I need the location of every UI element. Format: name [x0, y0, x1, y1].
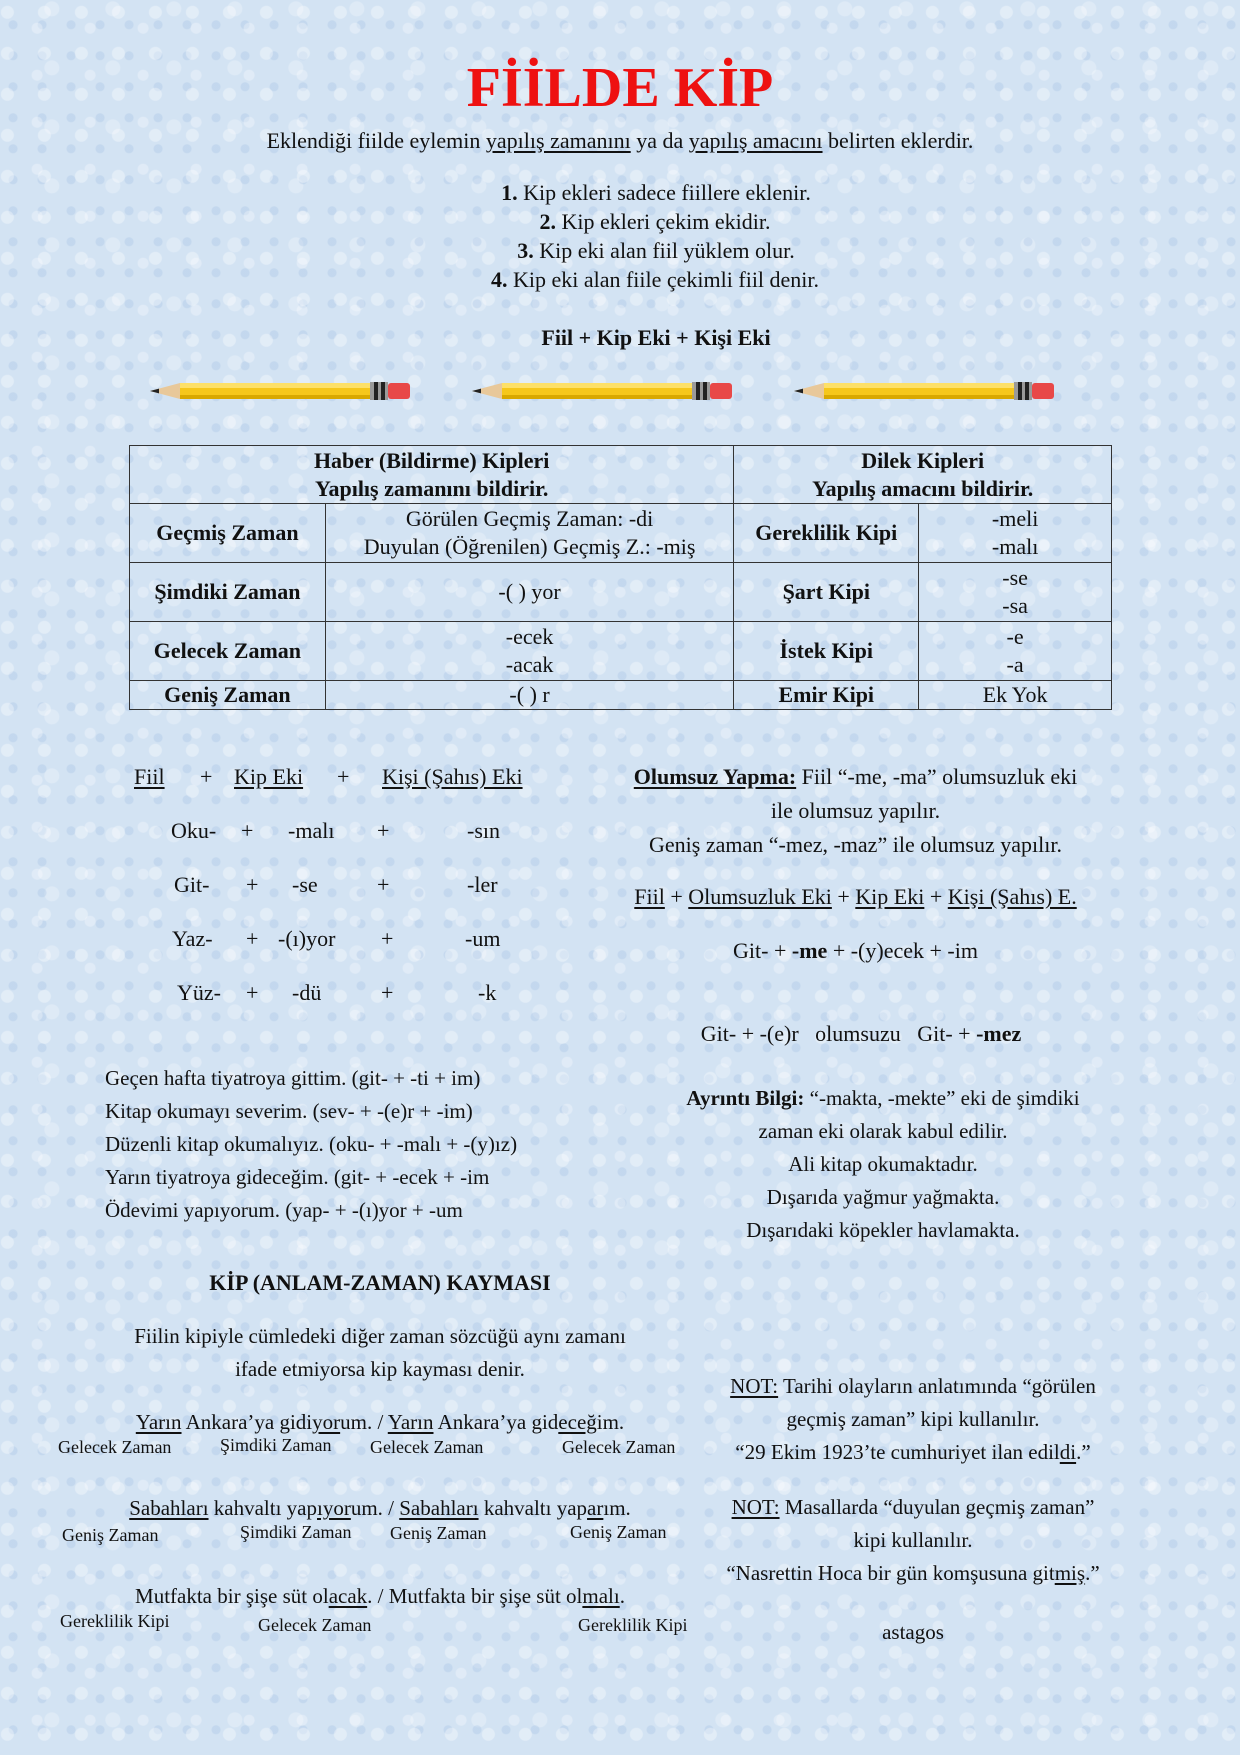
table-cell: Ek Yok — [919, 681, 1112, 710]
kip-table — [129, 445, 1112, 710]
tense-labels: Geniş Zaman Şimdiki Zaman Geniş Zaman Geniş Zaman — [62, 1522, 667, 1545]
table-cell: -se -sa — [919, 563, 1112, 622]
table-cell: Emir Kipi — [734, 681, 919, 710]
definition-underline-time: yapılış zamanını — [485, 128, 631, 153]
rule-item: 1. Kip ekleri sadece fiillere eklenir. — [501, 180, 811, 205]
negative-example: Git- + -me + -(y)ecek + -im — [733, 938, 978, 963]
list-item: Ödevimi yapıyorum. (yap- + -(ı)yor + -um — [105, 1198, 463, 1222]
structure-row: Yüz- + -dü + -k — [177, 980, 497, 1005]
table-row — [130, 622, 1112, 681]
pencil-icon — [794, 380, 1056, 402]
definition: Eklendiği fiilde eylemin yapılış zamanını ya da yapılış amacını belirten eklerdir. — [266, 128, 974, 153]
list-item: Düzenli kitap okumalıyız. (oku- + -malı + -(y)ız) — [105, 1132, 518, 1156]
structure-row: Oku- + -malı + -sın — [171, 818, 500, 843]
table-cell: -ecek -acak — [325, 622, 734, 681]
tense-labels: Gereklilik Kipi Gelecek Zaman Gereklilik Kipi — [60, 1611, 688, 1635]
table-cell: Gereklilik Kipi — [734, 504, 919, 563]
note-block: NOT: Tarihi olayların anlatımında “görülen geçmiş zaman” kipi kullanılır. “29 Ekim 1923’te cumhuriyet ilan edildi.” — [730, 1374, 1096, 1464]
rule-item: 3. Kip eki alan fiil yüklem olur. — [517, 238, 795, 263]
haber-header: Haber (Bildirme) Kipleri Yapılış zamanını bildirir. — [130, 446, 734, 504]
dilek-header: Dilek Kipleri Yapılış amacını bildirir. — [734, 446, 1112, 504]
table-cell: Gelecek Zaman — [130, 622, 326, 681]
table-row — [130, 681, 1112, 710]
table-cell: Şart Kipi — [734, 563, 919, 622]
structure-row: Git- + -se + -ler — [174, 872, 498, 897]
table-cell: -( ) r — [325, 681, 734, 710]
shift-sentence: Mutfakta bir şişe süt olacak. / Mutfakta bir şişe süt olmalı. — [135, 1584, 625, 1608]
tense-labels: Gelecek Zaman Şimdiki Zaman Gelecek Zaman Gelecek Zaman — [58, 1435, 676, 1457]
list-item: Yarın tiyatroya gideceğim. (git- + -ecek + -im — [105, 1165, 490, 1189]
table-row — [130, 504, 1112, 563]
negative-block: Olumsuz Yapma: Fiil “-me, -ma” olumsuzluk eki ile olumsuz yapılır. Geniş zaman “-mez, -maz” ile olumsuz yapılır. — [633, 764, 1078, 857]
structure-header: Fiil + Kip Eki + Kişi (Şahıs) Eki — [134, 764, 523, 789]
pencil-icon — [472, 380, 734, 402]
table-cell: Şimdiki Zaman — [130, 563, 326, 622]
section-title: KİP (ANLAM-ZAMAN) KAYMASI — [209, 1270, 551, 1295]
table-cell: İstek Kipi — [734, 622, 919, 681]
definition-underline-purpose: yapılış amacını — [688, 128, 823, 153]
page-title: FİİLDE KİP — [466, 57, 774, 119]
rules-list — [0, 178, 1240, 207]
list-item: Kitap okumayı severim. (sev- + -(e)r + -im) — [105, 1099, 473, 1123]
detail-block: Ayrıntı Bilgi: “-makta, -mekte” eki de şimdiki zaman eki olarak kabul edilir. Ali kitap okumaktadır. Dışarıda yağmur yağmakta. Dışarıdaki köpekler havlamakta. — [686, 1086, 1080, 1242]
rule-item: 2. Kip ekleri çekim ekidir. — [539, 209, 771, 234]
rule-item: 4. Kip eki alan fiile çekimli fiil denir. — [490, 267, 820, 292]
table-cell: -e -a — [919, 622, 1112, 681]
formula: Fiil + Kip Eki + Kişi Eki — [541, 325, 771, 350]
author-signature: astagos — [882, 1620, 944, 1644]
table-cell: Geniş Zaman — [130, 681, 326, 710]
pencil-icon — [150, 380, 412, 402]
negative-example: Git- + -(e)r olumsuzu Git- + -mez — [700, 1021, 1022, 1046]
table-cell: Geçmiş Zaman — [130, 504, 326, 563]
negative-formula: Fiil + Olumsuzluk Eki + Kip Eki + Kişi (Şahıs) E. — [634, 884, 1077, 909]
table-cell: -meli -malı — [919, 504, 1112, 563]
note-block: NOT: Masallarda “duyulan geçmiş zaman” kipi kullanılır. “Nasrettin Hoca bir gün komşusuna gitmiş.” — [726, 1495, 1100, 1585]
table-cell: -( ) yor — [325, 563, 734, 622]
table-row — [130, 563, 1112, 622]
shift-sentence: Yarın Ankara’ya gidiyorum. / Yarın Ankara’ya gideceğim. — [135, 1410, 625, 1434]
shift-sentence: Sabahları kahvaltı yapıyorum. / Sabahları kahvaltı yaparım. — [129, 1496, 631, 1520]
examples-list — [105, 1064, 625, 1229]
table-header-row — [130, 446, 1112, 504]
table-cell: Görülen Geçmiş Zaman: -di Duyulan (Öğrenilen) Geçmiş Z.: -miş — [325, 504, 734, 563]
shift-description: Fiilin kipiyle cümledeki diğer zaman sözcüğü aynı zamanı ifade etmiyorsa kip kayması denir. — [134, 1324, 626, 1381]
structure-row: Yaz- + -(ı)yor + -um — [172, 926, 501, 951]
list-item: Geçen hafta tiyatroya gittim. (git- + -ti + im) — [105, 1066, 481, 1090]
